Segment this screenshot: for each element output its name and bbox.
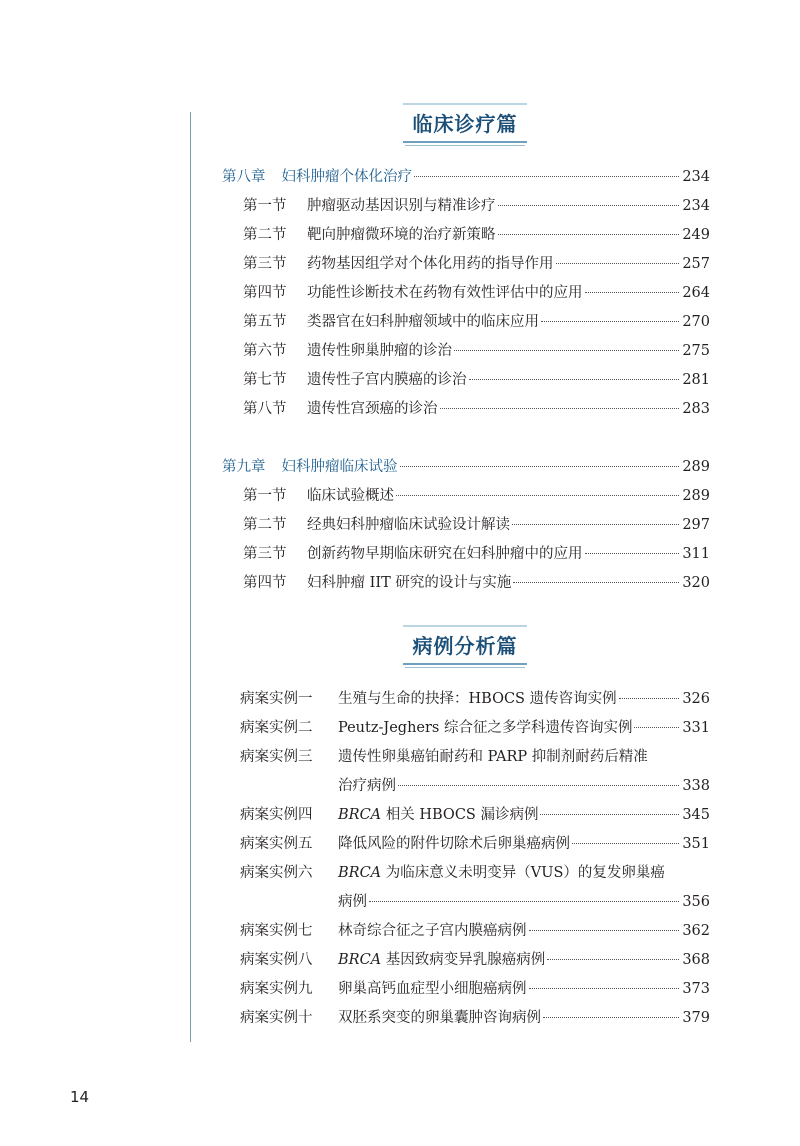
page-ref: 281 — [682, 372, 710, 388]
toc-case[interactable] — [240, 863, 710, 883]
section-label: 第五节 — [243, 314, 287, 330]
toc-section[interactable] — [243, 254, 710, 274]
case-label: 病案实例六 — [240, 865, 313, 881]
leader-dots — [400, 466, 680, 467]
leader-dots — [469, 379, 680, 380]
case-label: 病案实例十 — [240, 1010, 313, 1026]
leader-dots — [543, 1017, 679, 1018]
case-title: 双胚系突变的卵巢囊肿咨询病例 — [338, 1010, 541, 1026]
page-number: 14 — [70, 1088, 90, 1106]
section-label: 第三节 — [243, 256, 287, 272]
page-ref: 289 — [682, 459, 710, 475]
page-ref: 234 — [682, 169, 710, 185]
page-ref: 351 — [682, 836, 710, 852]
toc-case[interactable] — [240, 805, 710, 825]
leader-dots — [585, 292, 680, 293]
leader-dots — [529, 988, 680, 989]
case-title-cont: 病例 — [338, 894, 367, 910]
toc-section[interactable] — [243, 515, 710, 535]
page-ref: 311 — [682, 546, 710, 562]
chapter-label: 第九章 — [222, 459, 266, 475]
leader-dots — [634, 727, 679, 728]
title-decor-bar — [403, 625, 527, 627]
leader-dots — [454, 350, 679, 351]
section-label: 第六节 — [243, 343, 287, 359]
section-title: 肿瘤驱动基因识别与精准诊疗 — [307, 198, 496, 214]
leader-dots — [369, 901, 679, 902]
title-decor-bar — [403, 103, 527, 105]
page-ref: 373 — [682, 981, 710, 997]
case-label: 病案实例三 — [240, 749, 313, 765]
section-title: 经典妇科肿瘤临床试验设计解读 — [307, 517, 510, 533]
case-title: Peutz-Jeghers 综合征之多学科遗传咨询实例 — [338, 720, 633, 736]
leader-dots — [513, 582, 679, 583]
gene-name: BRCA — [338, 807, 382, 823]
page-ref: 234 — [682, 198, 710, 214]
case-label: 病案实例七 — [240, 923, 313, 939]
page-ref: 275 — [682, 343, 710, 359]
page-ref: 264 — [682, 285, 710, 301]
section-title: 功能性诊断技术在药物有效性评估中的应用 — [307, 285, 583, 301]
page-ref: 331 — [682, 720, 710, 736]
leader-dots — [556, 263, 680, 264]
leader-dots — [619, 698, 680, 699]
page-ref: 362 — [682, 923, 710, 939]
leader-dots — [585, 553, 680, 554]
section-title: 妇科肿瘤 IIT 研究的设计与实施 — [307, 575, 512, 591]
page-ref: 257 — [682, 256, 710, 272]
section-title: 类器官在妇科肿瘤领域中的临床应用 — [307, 314, 539, 330]
case-title-cont: 治疗病例 — [338, 778, 396, 794]
toc-case[interactable] — [240, 1008, 710, 1028]
toc-case[interactable] — [240, 921, 710, 941]
page-ref: 320 — [682, 575, 710, 591]
leader-dots — [512, 524, 679, 525]
section-title: 遗传性子宫内膜癌的诊治 — [307, 372, 467, 388]
leader-dots — [547, 959, 679, 960]
case-label: 病案实例九 — [240, 981, 313, 997]
section-label: 第一节 — [243, 488, 287, 504]
leader-dots — [396, 495, 679, 496]
page-ref: 270 — [682, 314, 710, 330]
toc-case-continuation[interactable] — [338, 776, 710, 796]
section-title: 创新药物早期临床研究在妇科肿瘤中的应用 — [307, 546, 583, 562]
case-title: 卵巢高钙血症型小细胞癌病例 — [338, 981, 527, 997]
section-title: 遗传性卵巢肿瘤的诊治 — [307, 343, 452, 359]
toc-section[interactable] — [243, 196, 710, 216]
page-ref: 249 — [682, 227, 710, 243]
toc-section[interactable] — [243, 544, 710, 564]
toc-case[interactable] — [240, 979, 710, 999]
page-ref: 338 — [682, 778, 710, 794]
page-ref: 356 — [682, 894, 710, 910]
leader-dots — [540, 814, 679, 815]
section-title-text: 临床诊疗篇 — [412, 112, 518, 136]
toc-case-continuation[interactable] — [338, 892, 710, 912]
section-label: 第一节 — [243, 198, 287, 214]
section-title-text: 病例分析篇 — [412, 634, 518, 658]
section-title: 遗传性宫颈癌的诊治 — [307, 401, 438, 417]
toc-case[interactable] — [240, 718, 710, 738]
section-title-cases — [403, 630, 527, 665]
toc-case[interactable] — [240, 950, 710, 970]
toc-section[interactable] — [243, 225, 710, 245]
case-label: 病案实例四 — [240, 807, 313, 823]
section-label: 第二节 — [243, 517, 287, 533]
section-label: 第三节 — [243, 546, 287, 562]
case-title: 降低风险的附件切除术后卵巢癌病例 — [338, 836, 570, 852]
section-label: 第八节 — [243, 401, 287, 417]
case-title: 林奇综合征之子宫内膜癌病例 — [338, 923, 527, 939]
page-ref: 326 — [682, 691, 710, 707]
leader-dots — [498, 234, 680, 235]
chapter-title: 妇科肿瘤临床试验 — [281, 459, 398, 475]
case-title: 相关 HBOCS 漏诊病例 — [381, 807, 539, 823]
case-title: 为临床意义未明变异（VUS）的复发卵巢癌 — [381, 865, 665, 881]
chapter-label: 第八章 — [222, 169, 266, 185]
section-label: 第二节 — [243, 227, 287, 243]
toc-chapter-8[interactable] — [222, 167, 710, 187]
section-title-clinical — [403, 108, 527, 143]
leader-dots — [398, 785, 679, 786]
section-label: 第四节 — [243, 575, 287, 591]
case-title: 生殖与生命的抉择：HBOCS 遗传咨询实例 — [338, 691, 617, 707]
toc-section[interactable] — [243, 399, 710, 419]
section-title: 药物基因组学对个体化用药的指导作用 — [307, 256, 554, 272]
gene-name: BRCA — [338, 865, 382, 881]
chapter-title: 妇科肿瘤个体化治疗 — [281, 169, 412, 185]
toc-chapter-9[interactable] — [222, 457, 710, 477]
toc-section[interactable] — [243, 370, 710, 390]
leader-dots — [529, 930, 680, 931]
toc-section[interactable] — [243, 486, 710, 506]
case-label: 病案实例二 — [240, 720, 313, 736]
section-title: 临床试验概述 — [307, 488, 394, 504]
leader-dots — [572, 843, 679, 844]
margin-rule — [190, 112, 191, 1042]
page-ref: 345 — [682, 807, 710, 823]
toc-section[interactable] — [243, 283, 710, 303]
toc-section[interactable] — [243, 312, 710, 332]
toc-section[interactable] — [243, 341, 710, 361]
case-label: 病案实例一 — [240, 691, 313, 707]
toc-section[interactable] — [243, 573, 710, 593]
page-ref: 297 — [682, 517, 710, 533]
page-ref: 379 — [682, 1010, 710, 1026]
section-title: 靶向肿瘤微环境的治疗新策略 — [307, 227, 496, 243]
case-title: 遗传性卵巢癌铂耐药和 PARP 抑制剂耐药后精准 — [338, 749, 648, 765]
case-label: 病案实例八 — [240, 952, 313, 968]
leader-dots — [414, 176, 679, 177]
page-ref: 289 — [682, 488, 710, 504]
toc-case[interactable] — [240, 747, 710, 767]
case-title: 基因致病变异乳腺癌病例 — [381, 952, 546, 968]
leader-dots — [440, 408, 680, 409]
section-label: 第四节 — [243, 285, 287, 301]
case-label: 病案实例五 — [240, 836, 313, 852]
gene-name: BRCA — [338, 952, 382, 968]
leader-dots — [541, 321, 679, 322]
page-ref: 283 — [682, 401, 710, 417]
leader-dots — [498, 205, 680, 206]
page-ref: 368 — [682, 952, 710, 968]
section-label: 第七节 — [243, 372, 287, 388]
toc-case[interactable] — [240, 834, 710, 854]
toc-case[interactable] — [240, 689, 710, 709]
